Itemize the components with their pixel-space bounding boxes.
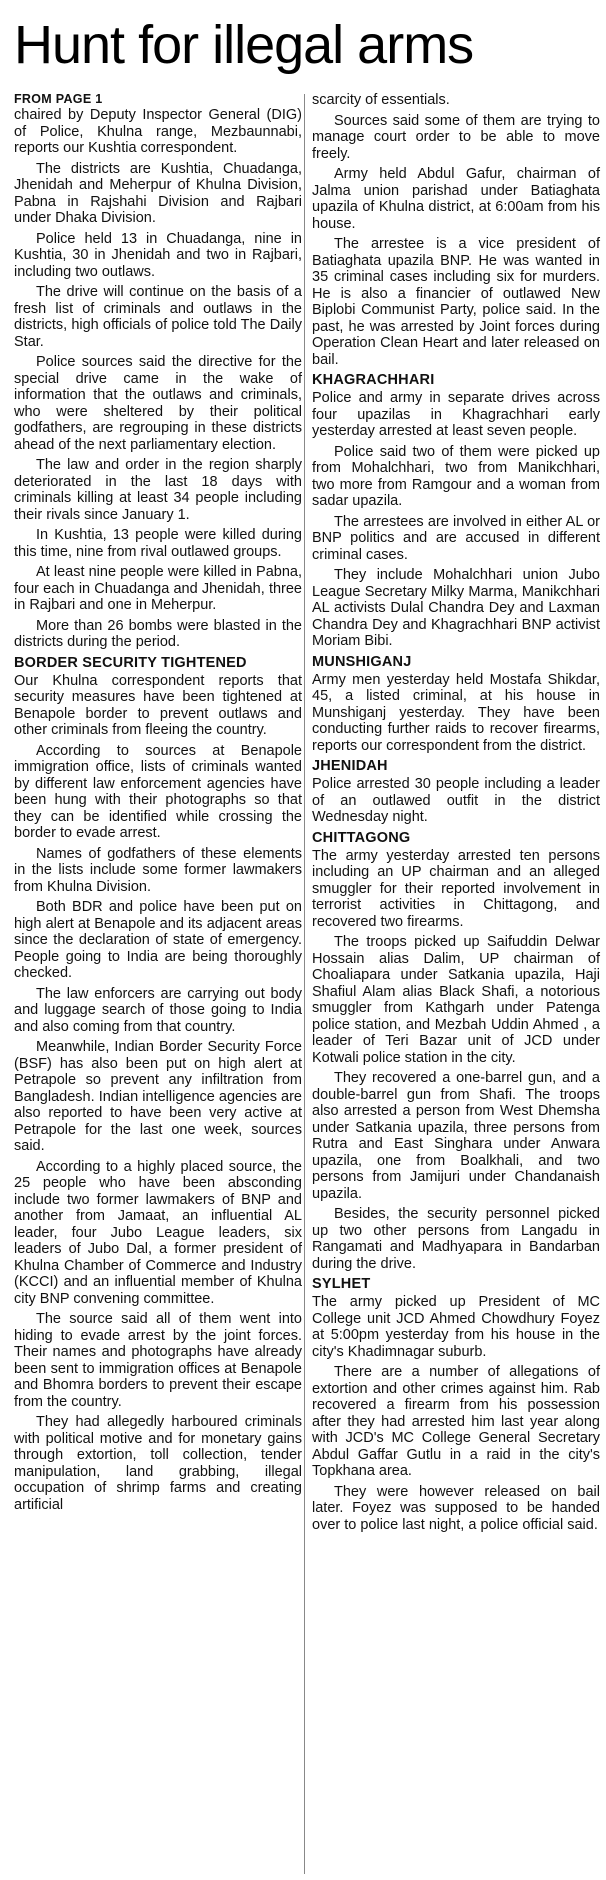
paragraph: The law and order in the region sharply deteriorated in the last 18 days with criminals killing at least 34 people including their rivals since January 1.: [14, 457, 302, 523]
paragraph: They recovered a one-barrel gun, and a double-barrel gun from Shafi. The troops also arrested a person from West Dhemsha under Satkania upazila, three persons from Rutra and East Singhara under Anwara upazila, one from Boalkhali, and two persons from Jamijuri under Chandanaish upazila.: [312, 1070, 600, 1202]
left-column: [14, 92, 302, 1517]
section-heading: CHITTAGONG: [312, 829, 411, 846]
paragraph: The drive will continue on the basis of a fresh list of criminals and outlaws in the districts, high officials of police told The Daily Star.: [14, 284, 302, 350]
paragraph: Police and army in separate drives across four upazilas in Khagrachhari early yesterday arrested at least seven people.: [312, 390, 600, 439]
paragraph: Police arrested 30 people including a leader of an outlawed outfit in the district Wednesday night.: [312, 776, 600, 825]
paragraph: Police held 13 in Chuadanga, nine in Kushtia, 30 in Jhenidah and two in Rajbari, including two outlaws.: [14, 230, 302, 280]
paragraph: There are a number of allegations of extortion and other crimes against him. Rab recovered a firearm from his possession after they had arrested him last year along with JCD's MC College General Secretary Abdul Gaffar Gutlu in a raid in the city's Topkhana area.: [312, 1364, 600, 1479]
section-heading: JHENIDAH: [312, 758, 388, 774]
right-column: [312, 92, 600, 1537]
paragraph: The army picked up President of MC College unit JCD Ahmed Chowdhury Foyez at 5:00pm yesterday from his house in the city's Khadimnagar suburb.: [312, 1294, 600, 1360]
paragraph: At least nine people were killed in Pabna, four each in Chuadanga and Jhenidah, three in Rajbari and one in Meherpur.: [14, 564, 302, 613]
paragraph: Army held Abdul Gafur, chairman of Jalma union parishad under Batiaghata upazila of Khulna district, at 6:00am from his house.: [312, 166, 600, 232]
paragraph: The army yesterday arrested ten persons including an UP chairman and an alleged smuggler for their reported involvement in terrorist activities in Chittagong, and recovered two firearms.: [312, 847, 600, 930]
paragraph: Meanwhile, Indian Border Security Force (BSF) has also been put on high alert at Petrapole so prevent any infiltration from Bangladesh. Indian intelligence agencies are also reported to have been very active at Petrapole for the last one week, sources said.: [14, 1039, 302, 1154]
paragraph: Police sources said the directive for the special drive came in the wake of information that the outlaws and criminals, who were sheltered by their political godfathers, are regrouping in these districts ahead of the next parliamentary election.: [14, 354, 302, 453]
paragraph: They were however released on bail later. Foyez was supposed to be handed over to police last night, a police official said.: [312, 1483, 600, 1533]
paragraph: The troops picked up Saifuddin Delwar Hossain alias Dalim, UP chairman of Choaliapara under Satkania upazila, Haji Shafiul Alam alias Black Shafi, a notorious smuggler from Kathgarh under Patenga police station, and Mezbah Uddin Ahmed , a leader of Teri Bazar unit of JCD under Kotwali police station in the city.: [312, 934, 600, 1066]
paragraph: Both BDR and police have been put on high alert at Benapole and its adjacent areas since the declaration of state of emergency. People going to India are being thoroughly checked.: [14, 899, 302, 981]
paragraph: They had allegedly harboured criminals with political motive and for monetary gains through extortion, toll collection, tender manipulation, land grabbing, illegal occupation of shrimp farms and creating artificial: [14, 1414, 302, 1513]
paragraph: Besides, the security personnel picked up two other persons from Langadu in Rangamati and Madhyapara in Bandarban during the drive.: [312, 1206, 600, 1272]
paragraph: The arrestees are involved in either AL or BNP politics and are accused in different criminal cases.: [312, 513, 600, 563]
paragraph: scarcity of essentials.: [312, 92, 450, 108]
paragraph: The arrestee is a vice president of Batiaghata upazila BNP. He was wanted in 35 criminal cases including six for murders. He is also a financier of outlawed New Biplobi Communist Party, police said. In the past, he was arrested by Joint forces during Operation Clean Heart and later released on bail.: [312, 236, 600, 368]
section-heading: BORDER SECURITY TIGHTENED: [14, 654, 247, 671]
paragraph: Names of godfathers of these elements in the lists include some former lawmakers from Khulna Division.: [14, 845, 302, 895]
paragraph: chaired by Deputy Inspector General (DIG) of Police, Khulna range, Mezbaunnabi, reports our Kushtia correspondent.: [14, 107, 302, 156]
paragraph: The districts are Kushtia, Chuadanga, Jhenidah and Meherpur of Khulna Division, Pabna in Rajshahi Division and Rajbari under Dhaka Division.: [14, 160, 302, 226]
paragraph: They include Mohalchhari union Jubo League Secretary Milky Marma, Manikchhari AL activists Dulal Chandra Dey and Laxman Chandra Dey and Khagrachhari BNP activist Moriam Bibi.: [312, 567, 600, 649]
paragraph: According to a highly placed source, the 25 people who have been absconding include two former lawmakers of BNP and another from Jamaat, an influential AL leader, four Jubo League leaders, six leaders of Jubo Dal, a former president of Khulna Chamber of Commerce and Industry (KCCI) and an influential member of Khulna city BNP convening committee.: [14, 1158, 302, 1307]
column-divider: [304, 94, 305, 1874]
paragraph: According to sources at Benapole immigration office, lists of criminals wanted by different law enforcement agencies have been hung with their photographs so that they can be identified while crossing the border to evade arrest.: [14, 742, 302, 841]
paragraph: Our Khulna correspondent reports that security measures have been tightened at Benapole border to prevent outlaws and other criminals from fleeing the country.: [14, 672, 302, 738]
paragraph: Police said two of them were picked up from Mohalchhari, two from Manikchhari, two more from Ramgour and a woman from sadar upazila.: [312, 443, 600, 509]
paragraph: Army men yesterday held Mostafa Shikdar, 45, a listed criminal, at his house in Munshiganj yesterday. They have been conducting further raids to recover firearms, reports our correspondent from the district.: [312, 671, 600, 754]
kicker: FROM PAGE 1: [14, 92, 103, 106]
paragraph: In Kushtia, 13 people were killed during this time, nine from rival outlawed groups.: [14, 527, 302, 560]
paragraph: Sources said some of them are trying to manage court order to be able to move freely.: [312, 112, 600, 162]
section-heading: KHAGRACHHARI: [312, 372, 435, 388]
section-heading: SYLHET: [312, 1276, 371, 1292]
paragraph: More than 26 bombs were blasted in the districts during the period.: [14, 617, 302, 650]
paragraph: The law enforcers are carrying out body and luggage search of those going to India and also coming from that country.: [14, 985, 302, 1035]
section-heading: MUNSHIGANJ: [312, 653, 412, 670]
paragraph: The source said all of them went into hiding to evade arrest by the joint forces. Their names and photographs have already been sent to immigration offices at Benapole and Bhomra borders to prevent their escape from the country.: [14, 1311, 302, 1410]
headline: Hunt for illegal arms: [14, 15, 474, 75]
